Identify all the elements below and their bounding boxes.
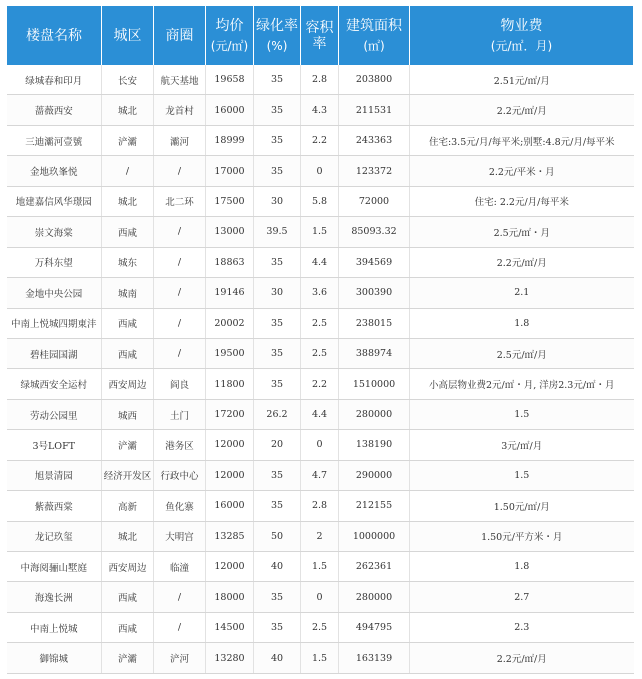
cell-district: 城东 — [102, 247, 154, 277]
cell-area: 163139 — [339, 643, 410, 673]
cell-fee: 1.50元/平方米・月 — [410, 521, 634, 551]
cell-business-area: 浐河 — [154, 643, 206, 673]
cell-green-rate: 35 — [254, 369, 301, 399]
cell-district: 西咸 — [102, 217, 154, 247]
cell-area: 262361 — [339, 552, 410, 582]
cell-fee: 1.8 — [410, 308, 634, 338]
cell-business-area: 大明宫 — [154, 521, 206, 551]
cell-avg-price: 11800 — [206, 369, 254, 399]
cell-name: 中南上悦城 — [7, 612, 102, 642]
table-row — [7, 308, 634, 338]
cell-green-rate: 35 — [254, 65, 301, 95]
cell-district: 城北 — [102, 186, 154, 216]
cell-fee: 2.2元/㎡/月 — [410, 643, 634, 673]
cell-fee: 2.5元/㎡・月 — [410, 217, 634, 247]
cell-plot-ratio: 4.4 — [301, 247, 339, 277]
cell-fee: 1.5 — [410, 460, 634, 490]
cell-area: 238015 — [339, 308, 410, 338]
cell-business-area: 鱼化寨 — [154, 491, 206, 521]
cell-name: 海逸长洲 — [7, 582, 102, 612]
cell-avg-price: 18863 — [206, 247, 254, 277]
header-business-area: 商圈 — [154, 6, 206, 65]
cell-district: 西咸 — [102, 338, 154, 368]
cell-district: 城北 — [102, 95, 154, 125]
cell-name: 绿城春和印月 — [7, 65, 102, 95]
header-green-rate: 绿化率 (%) — [254, 6, 301, 65]
cell-area: 1000000 — [339, 521, 410, 551]
property-table — [6, 6, 634, 674]
cell-green-rate: 30 — [254, 278, 301, 308]
cell-avg-price: 12000 — [206, 430, 254, 460]
cell-area: 138190 — [339, 430, 410, 460]
table-row — [7, 338, 634, 368]
cell-district: 长安 — [102, 65, 154, 95]
cell-name: 御锦城 — [7, 643, 102, 673]
cell-area: 211531 — [339, 95, 410, 125]
cell-district: 西咸 — [102, 612, 154, 642]
table-row — [7, 186, 634, 216]
cell-business-area: / — [154, 338, 206, 368]
table-row — [7, 582, 634, 612]
cell-business-area: / — [154, 612, 206, 642]
cell-avg-price: 12000 — [206, 552, 254, 582]
cell-district: 高新 — [102, 491, 154, 521]
cell-plot-ratio: 1.5 — [301, 552, 339, 582]
cell-fee: 2.2元/平米・月 — [410, 156, 634, 186]
table-row — [7, 125, 634, 155]
cell-area: 203800 — [339, 65, 410, 95]
table-row — [7, 612, 634, 642]
cell-business-area: / — [154, 308, 206, 338]
cell-name: 金地玖峯悦 — [7, 156, 102, 186]
cell-green-rate: 50 — [254, 521, 301, 551]
cell-plot-ratio: 3.6 — [301, 278, 339, 308]
cell-plot-ratio: 2 — [301, 521, 339, 551]
header-fee: 物业费 (元/㎡．月) — [410, 6, 634, 65]
cell-business-area: 龙首村 — [154, 95, 206, 125]
cell-area: 290000 — [339, 460, 410, 490]
cell-avg-price: 14500 — [206, 612, 254, 642]
cell-name: 三迪灞河壹號 — [7, 125, 102, 155]
cell-area: 1510000 — [339, 369, 410, 399]
cell-green-rate: 35 — [254, 156, 301, 186]
table-row — [7, 95, 634, 125]
cell-business-area: 港务区 — [154, 430, 206, 460]
cell-name: 地建嘉信风华璟园 — [7, 186, 102, 216]
cell-avg-price: 20002 — [206, 308, 254, 338]
cell-plot-ratio: 4.4 — [301, 399, 339, 429]
cell-district: 西安周边 — [102, 552, 154, 582]
cell-green-rate: 20 — [254, 430, 301, 460]
table-body — [7, 65, 634, 673]
cell-name: 紫薇西棠 — [7, 491, 102, 521]
cell-green-rate: 40 — [254, 552, 301, 582]
table-row — [7, 247, 634, 277]
cell-avg-price: 19658 — [206, 65, 254, 95]
cell-plot-ratio: 2.5 — [301, 612, 339, 642]
cell-fee: 2.3 — [410, 612, 634, 642]
cell-plot-ratio: 2.8 — [301, 491, 339, 521]
cell-plot-ratio: 0 — [301, 156, 339, 186]
cell-area: 280000 — [339, 399, 410, 429]
cell-business-area: / — [154, 582, 206, 612]
cell-fee: 2.1 — [410, 278, 634, 308]
cell-district: 浐灞 — [102, 125, 154, 155]
table-header — [7, 6, 634, 65]
cell-business-area: 阎良 — [154, 369, 206, 399]
table-row — [7, 552, 634, 582]
cell-plot-ratio: 2.8 — [301, 65, 339, 95]
cell-name: 中海阅骊山墅庭 — [7, 552, 102, 582]
cell-green-rate: 26.2 — [254, 399, 301, 429]
cell-fee: 2.51元/㎡/月 — [410, 65, 634, 95]
cell-avg-price: 13285 — [206, 521, 254, 551]
cell-plot-ratio: 2.2 — [301, 125, 339, 155]
table-row — [7, 156, 634, 186]
cell-avg-price: 13000 — [206, 217, 254, 247]
cell-business-area: 灞河 — [154, 125, 206, 155]
table-row — [7, 399, 634, 429]
cell-area: 388974 — [339, 338, 410, 368]
table-row — [7, 217, 634, 247]
cell-business-area: 临潼 — [154, 552, 206, 582]
cell-name: 劳动公园里 — [7, 399, 102, 429]
cell-green-rate: 35 — [254, 612, 301, 642]
cell-area: 243363 — [339, 125, 410, 155]
cell-fee: 2.5元/㎡/月 — [410, 338, 634, 368]
cell-avg-price: 17000 — [206, 156, 254, 186]
cell-green-rate: 35 — [254, 338, 301, 368]
cell-district: / — [102, 156, 154, 186]
cell-district: 城南 — [102, 278, 154, 308]
cell-green-rate: 35 — [254, 460, 301, 490]
cell-name: 中南上悦城四期東沣 — [7, 308, 102, 338]
cell-plot-ratio: 1.5 — [301, 643, 339, 673]
cell-green-rate: 40 — [254, 643, 301, 673]
cell-green-rate: 35 — [254, 308, 301, 338]
cell-district: 浐灞 — [102, 643, 154, 673]
cell-fee: 3元/㎡/月 — [410, 430, 634, 460]
header-plot-ratio: 容积率 — [301, 6, 339, 65]
cell-plot-ratio: 2.2 — [301, 369, 339, 399]
cell-business-area: 土门 — [154, 399, 206, 429]
cell-plot-ratio: 0 — [301, 430, 339, 460]
table-row — [7, 643, 634, 673]
cell-avg-price: 18999 — [206, 125, 254, 155]
cell-business-area: / — [154, 156, 206, 186]
cell-business-area: 航天基地 — [154, 65, 206, 95]
cell-area: 85093.32 — [339, 217, 410, 247]
cell-fee: 1.8 — [410, 552, 634, 582]
cell-area: 212155 — [339, 491, 410, 521]
header-area: 建筑面积 (㎡) — [339, 6, 410, 65]
cell-plot-ratio: 2.5 — [301, 338, 339, 368]
cell-district: 城西 — [102, 399, 154, 429]
cell-name: 绿城西安全运村 — [7, 369, 102, 399]
cell-avg-price: 12000 — [206, 460, 254, 490]
cell-green-rate: 35 — [254, 95, 301, 125]
cell-avg-price: 19146 — [206, 278, 254, 308]
cell-fee: 住宅: 2.2元/月/每平米 — [410, 186, 634, 216]
cell-green-rate: 35 — [254, 125, 301, 155]
cell-fee: 2.2元/㎡/月 — [410, 95, 634, 125]
cell-plot-ratio: 0 — [301, 582, 339, 612]
table-row — [7, 521, 634, 551]
cell-district: 城北 — [102, 521, 154, 551]
cell-avg-price: 13280 — [206, 643, 254, 673]
cell-business-area: / — [154, 247, 206, 277]
table-row — [7, 430, 634, 460]
cell-area: 300390 — [339, 278, 410, 308]
table-row — [7, 65, 634, 95]
cell-plot-ratio: 1.5 — [301, 217, 339, 247]
cell-area: 280000 — [339, 582, 410, 612]
cell-avg-price: 16000 — [206, 491, 254, 521]
table-row — [7, 460, 634, 490]
header-district: 城区 — [102, 6, 154, 65]
cell-name: 龙记玖玺 — [7, 521, 102, 551]
cell-green-rate: 39.5 — [254, 217, 301, 247]
cell-avg-price: 16000 — [206, 95, 254, 125]
cell-business-area: / — [154, 217, 206, 247]
cell-district: 浐灞 — [102, 430, 154, 460]
cell-avg-price: 17200 — [206, 399, 254, 429]
cell-area: 494795 — [339, 612, 410, 642]
cell-name: 崇文海棠 — [7, 217, 102, 247]
cell-area: 123372 — [339, 156, 410, 186]
cell-avg-price: 19500 — [206, 338, 254, 368]
cell-name: 万科东望 — [7, 247, 102, 277]
cell-fee: 小高层物业费2元/㎡・月, 洋房2.3元/㎡・月 — [410, 369, 634, 399]
cell-green-rate: 35 — [254, 582, 301, 612]
table-row — [7, 278, 634, 308]
cell-business-area: / — [154, 278, 206, 308]
header-avg-price: 均价 (元/㎡) — [206, 6, 254, 65]
cell-name: 金地中央公园 — [7, 278, 102, 308]
cell-plot-ratio: 2.5 — [301, 308, 339, 338]
cell-plot-ratio: 5.8 — [301, 186, 339, 216]
cell-fee: 1.5 — [410, 399, 634, 429]
cell-avg-price: 17500 — [206, 186, 254, 216]
cell-fee: 2.2元/㎡/月 — [410, 247, 634, 277]
cell-name: 蔷薇西安 — [7, 95, 102, 125]
cell-name: 碧桂园国湖 — [7, 338, 102, 368]
cell-fee: 1.50元/㎡/月 — [410, 491, 634, 521]
cell-district: 西咸 — [102, 582, 154, 612]
cell-name: 3号LOFT — [7, 430, 102, 460]
table-row — [7, 369, 634, 399]
cell-district: 西咸 — [102, 308, 154, 338]
cell-area: 394569 — [339, 247, 410, 277]
cell-avg-price: 18000 — [206, 582, 254, 612]
cell-fee: 住宅:3.5元/月/每平米;别墅:4.8元/月/每平米 — [410, 125, 634, 155]
header-name: 楼盘名称 — [7, 6, 102, 65]
cell-area: 72000 — [339, 186, 410, 216]
cell-plot-ratio: 4.3 — [301, 95, 339, 125]
cell-green-rate: 30 — [254, 186, 301, 216]
cell-business-area: 行政中心 — [154, 460, 206, 490]
cell-business-area: 北二环 — [154, 186, 206, 216]
cell-fee: 2.7 — [410, 582, 634, 612]
cell-district: 西安周边 — [102, 369, 154, 399]
cell-district: 经济开发区 — [102, 460, 154, 490]
table-row — [7, 491, 634, 521]
cell-name: 旭景清园 — [7, 460, 102, 490]
cell-green-rate: 35 — [254, 491, 301, 521]
cell-green-rate: 35 — [254, 247, 301, 277]
cell-plot-ratio: 4.7 — [301, 460, 339, 490]
